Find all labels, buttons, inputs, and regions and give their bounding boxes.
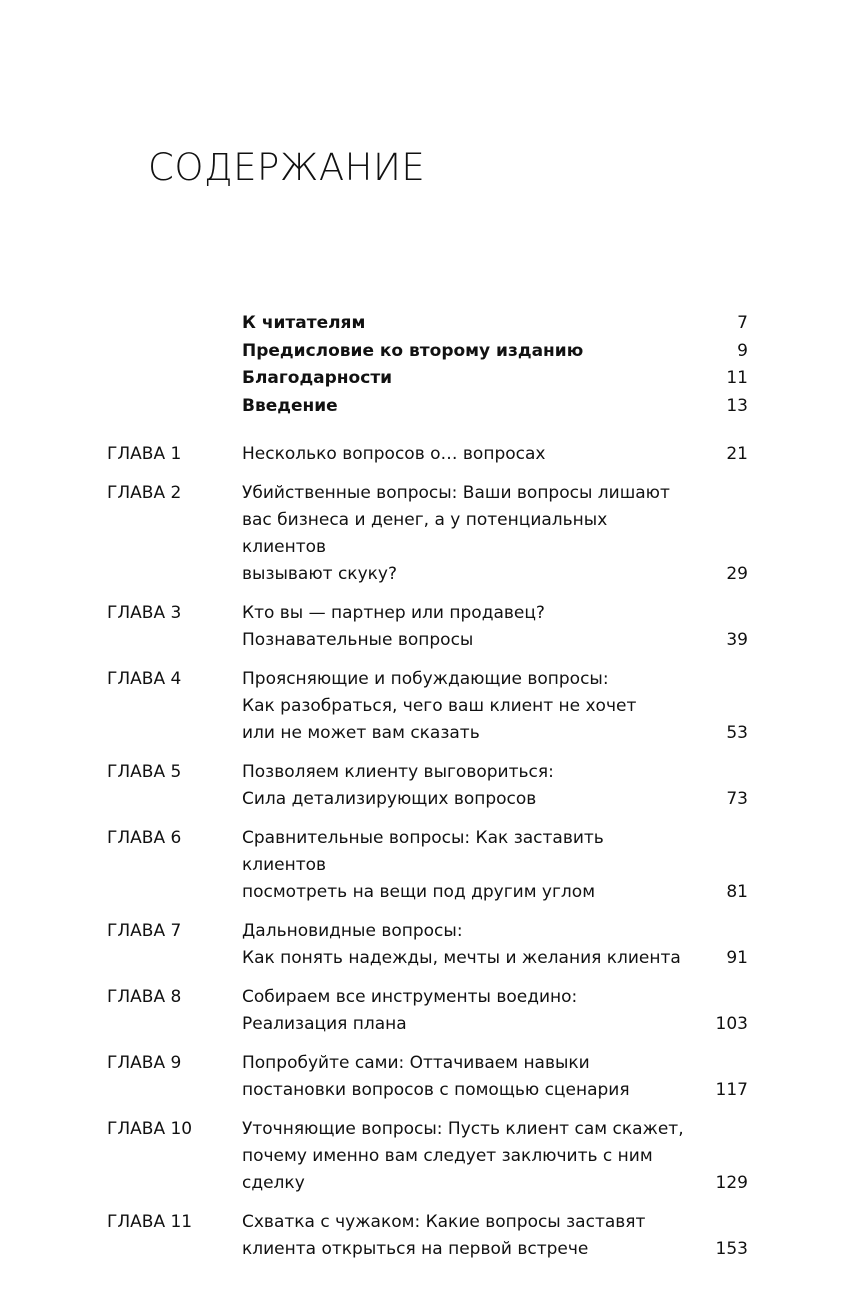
chapter-page: 153 (715, 1239, 748, 1259)
chapter-title (242, 480, 748, 588)
chapter-title-line: вызывают скуку? (242, 564, 397, 584)
chapter-title (242, 984, 748, 1038)
chapter-title-line: Собираем все инструменты воедино: (242, 987, 578, 1007)
chapter-entry (107, 918, 748, 972)
chapter-title-line: Схватка с чужаком: Какие вопросы заставят (242, 1212, 646, 1232)
chapter-entry (107, 600, 748, 654)
chapter-title-line: почему именно вам следует заключить с ним сделку (242, 1146, 653, 1193)
toc-entry (242, 365, 748, 393)
chapter-title-line: посмотреть на вещи под другим углом (242, 882, 596, 902)
toc-entry (242, 310, 748, 338)
chapter-entry (107, 825, 748, 906)
toc-entry-title: Благодарности (242, 368, 393, 388)
chapter-title-line: постановки вопросов с помощью сценария (242, 1080, 630, 1100)
chapter-entry (107, 984, 748, 1038)
chapter-entry (107, 441, 748, 468)
toc-entry-page: 11 (726, 368, 748, 388)
toc-entry-page: 7 (737, 313, 748, 333)
chapter-label: ГЛАВА 3 (107, 603, 182, 623)
chapter-entry (107, 1116, 748, 1197)
chapter-title (242, 666, 748, 747)
chapter-title-line: Попробуйте сами: Оттачиваем навыки (242, 1053, 590, 1073)
toc-entry-page: 9 (737, 340, 748, 361)
chapter-label: ГЛАВА 10 (107, 1119, 193, 1139)
chapter-label: ГЛАВА 2 (107, 483, 182, 503)
chapter-title (242, 918, 748, 972)
chapter-page: 29 (726, 564, 748, 584)
chapter-label: ГЛАВА 11 (107, 1212, 193, 1232)
chapter-label: ГЛАВА 1 (107, 444, 182, 464)
chapter-page: 91 (726, 948, 748, 968)
chapter-title-line: Как понять надежды, мечты и желания клиента (242, 948, 681, 968)
toc-entry-title: К читателям (242, 313, 366, 333)
toc-entry (242, 338, 748, 366)
chapter-title-line: Проясняющие и побуждающие вопросы: (242, 669, 609, 689)
chapter-title-line: Позволяем клиенту выговориться: (242, 762, 554, 782)
chapter-title (242, 1116, 748, 1197)
chapter-entry (107, 666, 748, 747)
chapter-entry (107, 759, 748, 813)
page-title: СОДЕРЖАНИЕ (148, 146, 426, 189)
chapter-title (242, 600, 748, 654)
chapter-title-line: Сила детализирующих вопросов (242, 789, 537, 809)
chapter-page: 103 (715, 1014, 748, 1034)
toc-entry-title: Предисловие ко второму изданию (242, 340, 584, 361)
chapter-page: 117 (715, 1080, 748, 1100)
chapter-title-line: Несколько вопросов о… вопросах (242, 444, 546, 464)
chapter-title-line: или не может вам сказать (242, 723, 480, 743)
chapter-page: 53 (726, 723, 748, 743)
chapter-title (242, 759, 748, 813)
chapter-label: ГЛАВА 5 (107, 762, 182, 782)
chapter-title-line: Сравнительные вопросы: Как заставить клиентов (242, 828, 604, 875)
chapter-label: ГЛАВА 4 (107, 669, 182, 689)
chapter-label: ГЛАВА 8 (107, 987, 182, 1007)
chapter-page: 129 (715, 1173, 748, 1193)
chapter-list (107, 441, 748, 1275)
chapter-label: ГЛАВА 9 (107, 1053, 182, 1073)
toc-entry (242, 393, 748, 421)
chapter-title-line: вас бизнеса и денег, а у потенциальных клиентов (242, 510, 608, 557)
chapter-title-line: Уточняющие вопросы: Пусть клиент сам скажет, (242, 1119, 684, 1139)
chapter-page: 73 (726, 789, 748, 809)
chapter-title (242, 825, 748, 906)
chapter-entry (107, 1209, 748, 1263)
chapter-entry (107, 1050, 748, 1104)
chapter-title (242, 1209, 748, 1263)
chapter-title-line: Как разобраться, чего ваш клиент не хочет (242, 696, 637, 716)
toc-entry-title: Введение (242, 395, 338, 416)
chapter-title-line: Дальновидные вопросы: (242, 921, 463, 941)
chapter-title-line: Реализация плана (242, 1014, 407, 1034)
chapter-page: 81 (726, 882, 748, 902)
chapter-entry (107, 480, 748, 588)
chapter-page: 39 (726, 630, 748, 650)
chapter-title-line: Убийственные вопросы: Ваши вопросы лишают (242, 483, 670, 503)
chapter-title (242, 441, 748, 468)
toc-entry-page: 13 (726, 395, 748, 416)
chapter-label: ГЛАВА 6 (107, 828, 182, 848)
chapter-label: ГЛАВА 7 (107, 921, 182, 941)
chapter-page: 21 (726, 444, 748, 464)
chapter-title-line: Кто вы — партнер или продавец? (242, 603, 545, 623)
chapter-title-line: клиента открыться на первой встрече (242, 1239, 589, 1259)
chapter-title-line: Познавательные вопросы (242, 630, 474, 650)
chapter-title (242, 1050, 748, 1104)
front-matter-list (242, 310, 748, 420)
